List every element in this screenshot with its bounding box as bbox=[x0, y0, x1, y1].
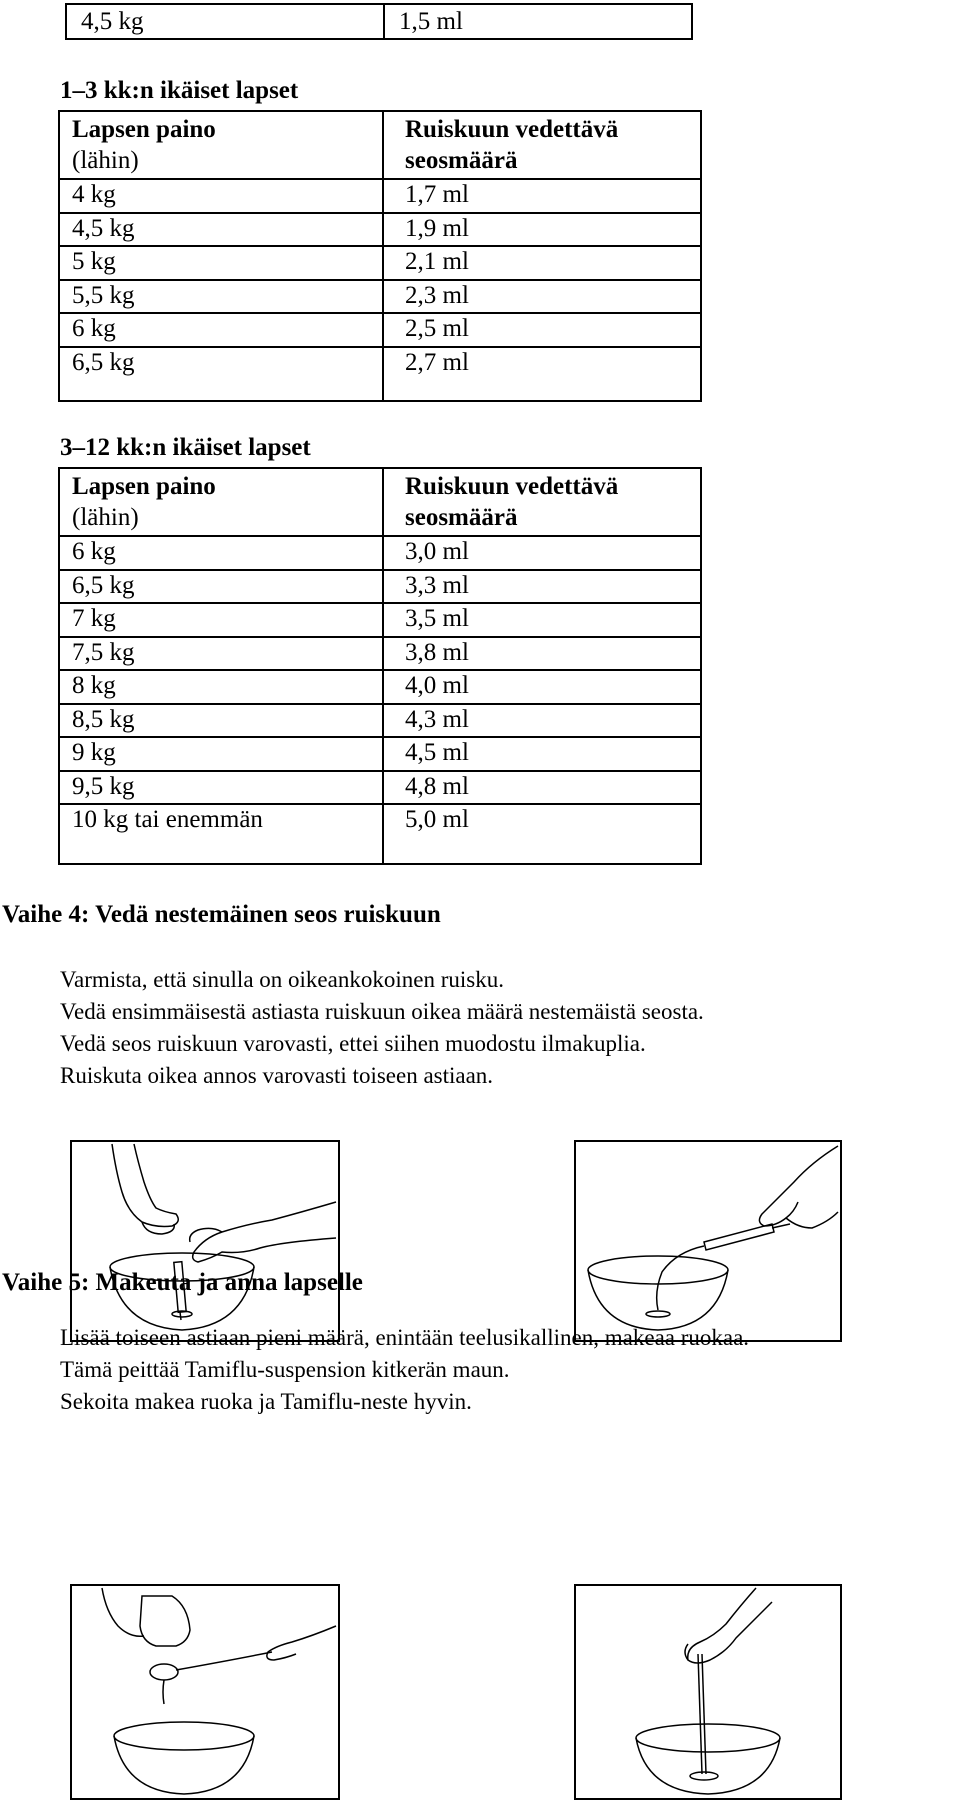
weight-cell: 6 kg bbox=[72, 315, 116, 342]
table-row bbox=[60, 602, 700, 636]
paragraph-line: Ruiskuta oikea annos varovasti toiseen astiaan. bbox=[60, 1063, 494, 1088]
volume-cell: 4,3 ml bbox=[405, 705, 469, 733]
table-1-3-title: 1–3 kk:n ikäiset lapset bbox=[60, 77, 299, 104]
paragraph-line: Sekoita makea ruoka ja Tamiflu-neste hyvin. bbox=[60, 1389, 472, 1414]
weight-cell: 10 kg tai enemmän bbox=[72, 806, 263, 833]
volume-cell: 3,8 ml bbox=[405, 638, 469, 666]
step4-heading: Vaihe 4: Vedä nestemäinen seos ruiskuun bbox=[2, 901, 441, 928]
illustration-draw-syringe bbox=[70, 1140, 340, 1342]
illustration-stir-mixture bbox=[574, 1584, 842, 1800]
weight-cell: 8,5 kg bbox=[72, 705, 135, 733]
table-3-12-title: 3–12 kk:n ikäiset lapset bbox=[60, 434, 311, 461]
table-row bbox=[60, 803, 700, 837]
table-row bbox=[60, 279, 700, 313]
weight-cell: 6,5 kg bbox=[72, 348, 135, 376]
table-row bbox=[60, 669, 700, 703]
volume-cell: 3,3 ml bbox=[405, 571, 469, 599]
weight-cell: 6,5 kg bbox=[72, 571, 135, 599]
weight-cell: 7 kg bbox=[72, 605, 116, 632]
volume-cell: 1,5 ml bbox=[384, 4, 692, 39]
table-3-12 bbox=[58, 467, 702, 865]
table-row bbox=[60, 770, 700, 804]
volume-cell: 2,1 ml bbox=[405, 248, 469, 275]
paragraph-line: Varmista, että sinulla on oikeankokoinen ruisku. bbox=[60, 967, 504, 992]
weight-cell: 6 kg bbox=[72, 538, 116, 565]
illustration-dispense-syringe bbox=[574, 1140, 842, 1342]
illustration-add-sweet-food bbox=[70, 1584, 340, 1800]
table-row bbox=[60, 312, 700, 346]
weight-cell: 9,5 kg bbox=[72, 772, 135, 800]
volume-cell: 2,3 ml bbox=[405, 281, 469, 309]
table-row bbox=[60, 245, 700, 279]
weight-cell: 5 kg bbox=[72, 248, 116, 275]
volume-header: Ruiskuun vedettävä seosmäärä bbox=[405, 473, 619, 531]
volume-cell: 4,0 ml bbox=[405, 672, 469, 699]
weight-cell: 8 kg bbox=[72, 672, 116, 699]
step4-text bbox=[60, 964, 704, 1092]
weight-cell: 4,5 kg bbox=[66, 4, 384, 39]
paragraph-line: Vedä seos ruiskuun varovasti, ettei siihen muodostu ilmakuplia. bbox=[60, 1031, 646, 1056]
volume-cell: 4,8 ml bbox=[405, 772, 469, 800]
weight-header: Lapsen paino (lähin) bbox=[72, 116, 216, 174]
step5-text bbox=[60, 1322, 749, 1418]
table-row bbox=[60, 703, 700, 737]
volume-cell: 3,5 ml bbox=[405, 605, 469, 632]
volume-cell: 1,7 ml bbox=[405, 181, 469, 208]
weight-header: Lapsen paino (lähin) bbox=[72, 473, 216, 531]
weight-cell: 4,5 kg bbox=[72, 214, 135, 242]
volume-header: Ruiskuun vedettävä seosmäärä bbox=[405, 116, 619, 174]
paragraph-line: Tämä peittää Tamiflu-suspension kitkerän maun. bbox=[60, 1357, 510, 1382]
volume-cell: 3,0 ml bbox=[405, 538, 469, 565]
volume-cell: 5,0 ml bbox=[405, 806, 469, 833]
weight-cell: 7,5 kg bbox=[72, 638, 135, 666]
volume-cell: 2,7 ml bbox=[405, 348, 469, 376]
paragraph-line: Lisää toiseen astiaan pieni määrä, enintään teelusikallinen, makeaa ruokaa. bbox=[60, 1325, 750, 1350]
table-1-3 bbox=[58, 110, 702, 402]
table-row bbox=[60, 636, 700, 670]
table-row bbox=[60, 537, 700, 569]
step5-heading: Vaihe 5: Makeuta ja anna lapselle bbox=[2, 1269, 363, 1296]
table-row bbox=[60, 569, 700, 603]
table-row bbox=[60, 212, 700, 246]
volume-cell: 2,5 ml bbox=[405, 315, 469, 342]
paragraph-line: Vedä ensimmäisestä astiasta ruiskuun oikea määrä nestemäistä seosta. bbox=[60, 999, 704, 1024]
volume-cell: 1,9 ml bbox=[405, 214, 469, 242]
weight-cell: 4 kg bbox=[72, 181, 116, 208]
table-row bbox=[60, 346, 700, 380]
top-partial-table bbox=[65, 3, 693, 40]
table-row bbox=[60, 180, 700, 212]
table-row bbox=[66, 4, 692, 39]
volume-cell: 4,5 ml bbox=[405, 739, 469, 766]
weight-cell: 9 kg bbox=[72, 739, 116, 766]
table-row bbox=[60, 736, 700, 770]
weight-cell: 5,5 kg bbox=[72, 281, 135, 309]
